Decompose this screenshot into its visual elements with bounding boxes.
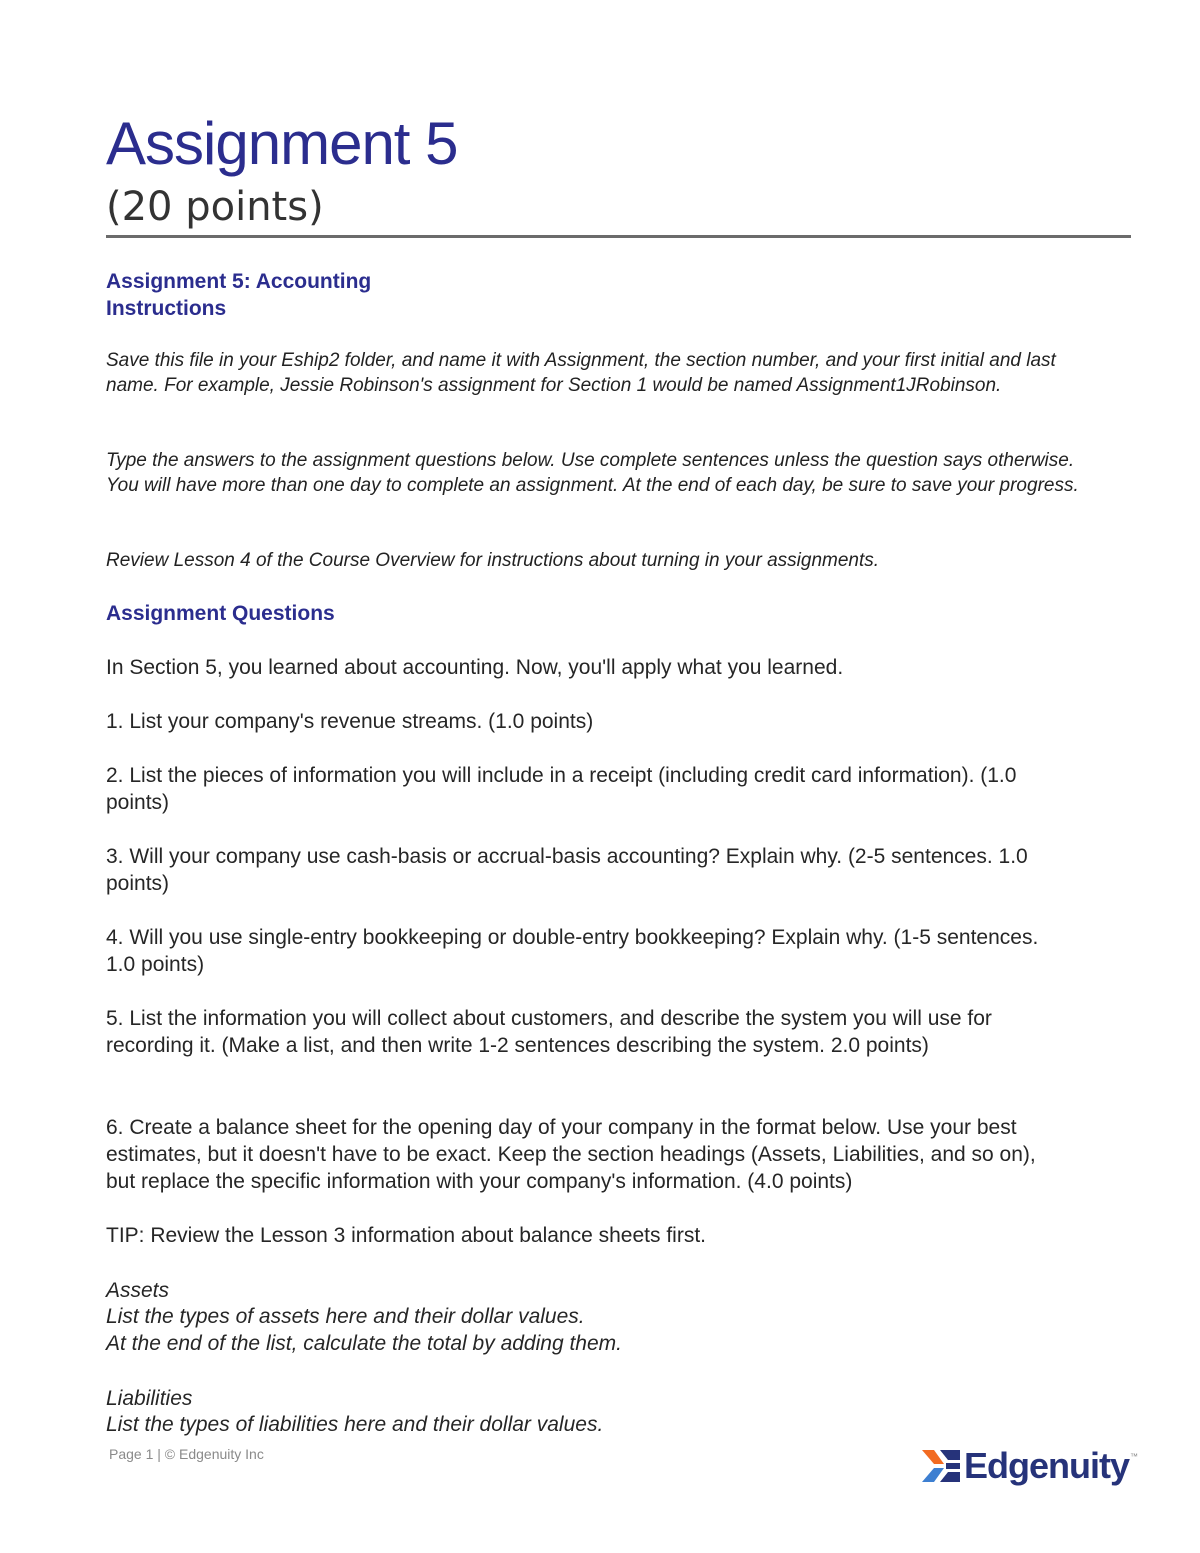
title-divider xyxy=(106,235,1131,238)
page-subtitle: (20 points) xyxy=(106,184,324,230)
assets-instruction: At the end of the list, calculate the total by adding them. xyxy=(106,1332,622,1355)
liabilities-instruction: List the types of liabilities here and their dollar values. xyxy=(106,1413,604,1436)
questions-intro: In Section 5, you learned about accounting. Now, you'll apply what you learned. xyxy=(106,656,844,679)
question-item: 4. Will you use single-entry bookkeeping or double-entry bookkeeping? Explain why. (1-5 sentences. 1.0 points) xyxy=(106,926,1039,976)
instructions-paragraph: Type the answers to the assignment questions below. Use complete sentences unless the question says otherwise. You will have more than one day to complete an assignment. At the end of each day, be sure to save your progress. xyxy=(106,450,1079,496)
question-item: 3. Will your company use cash-basis or accrual-basis accounting? Explain why. (2-5 sentences. 1.0 points) xyxy=(106,845,1028,895)
trademark-mark: ™ xyxy=(1130,1452,1139,1461)
page-title: Assignment 5 xyxy=(106,110,458,177)
questions-heading: Assignment Questions xyxy=(106,602,335,625)
edgenuity-logo xyxy=(920,1440,1140,1492)
question-item: 5. List the information you will collect about customers, and describe the system you will use for recording it. (Make a list, and then write 1-2 sentences describing the system. 2.0 points) xyxy=(106,1007,992,1057)
question-item: 2. List the pieces of information you will include in a receipt (including credit card information). (1.0 points) xyxy=(106,764,1017,814)
assets-instruction: List the types of assets here and their dollar values. xyxy=(106,1305,585,1328)
question-tip: TIP: Review the Lesson 3 information about balance sheets first. xyxy=(106,1224,706,1247)
question-item: 6. Create a balance sheet for the opening day of your company in the format below. Use your best estimates, but it doesn't have to be exact. Keep the section headings (Assets, Liabilities, and so on), but replace the specific information with your company's information. (4.0 points) xyxy=(106,1116,1036,1193)
page-footer: Page 1 | © Edgenuity Inc xyxy=(109,1446,264,1462)
edgenuity-wordmark: Edgenuity xyxy=(964,1445,1130,1486)
question-item: 1. List your company's revenue streams. (1.0 points) xyxy=(106,710,594,733)
instructions-heading: Assignment 5: Accounting xyxy=(106,270,372,293)
edgenuity-x-icon xyxy=(920,1446,962,1486)
instructions-paragraph: Save this file in your Eship2 folder, and name it with Assignment, the section number, and your first initial and last name. For example, Jessie Robinson's assignment for Section 1 would be named Assignment1JRobinson. xyxy=(106,350,1056,396)
instructions-subheading: Instructions xyxy=(106,297,227,320)
assets-heading: Assets xyxy=(106,1279,170,1302)
liabilities-heading: Liabilities xyxy=(106,1387,193,1410)
instructions-paragraph: Review Lesson 4 of the Course Overview for instructions about turning in your assignments. xyxy=(106,550,880,571)
